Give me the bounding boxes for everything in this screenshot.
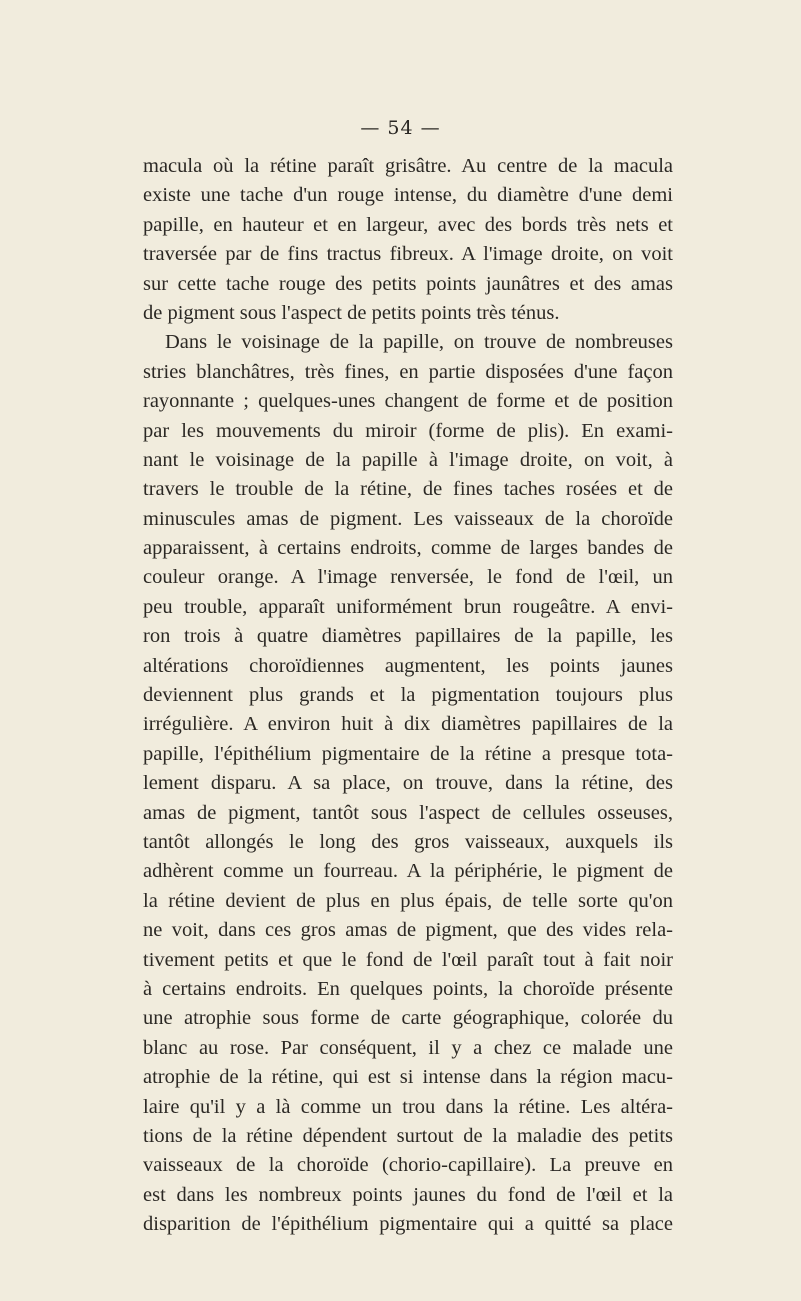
- text-line: altérations choroïdiennes augmentent, les points jaunes: [143, 654, 673, 677]
- text-line: tivement petits et que le fond de l'œil paraît tout à fait noir: [143, 948, 673, 971]
- text-line: rayonnante ; quelques-unes changent de forme et de position: [143, 390, 673, 413]
- text-line: papille, en hauteur et en largeur, avec des bords très nets et: [143, 213, 673, 236]
- text-line: deviennent plus grands et la pigmentation toujours plus: [143, 684, 673, 707]
- text-line: stries blanchâtres, très fines, en partie disposées d'une façon: [143, 360, 673, 383]
- text-line: ne voit, dans ces gros amas de pigment, que des vides rela-: [143, 919, 673, 942]
- text-line: lement disparu. A sa place, on trouve, dans la rétine, des: [143, 772, 673, 795]
- text-line: une atrophie sous forme de carte géographique, colorée du: [143, 1007, 673, 1030]
- text-line: travers le trouble de la rétine, de fines taches rosées et de: [143, 478, 673, 501]
- text-line: sur cette tache rouge des petits points jaunâtres et des amas: [143, 272, 673, 295]
- text-line: à certains endroits. En quelques points, la choroïde présente: [143, 977, 673, 1000]
- text-line: ron trois à quatre diamètres papillaires de la papille, les: [143, 625, 673, 648]
- text-line: tantôt allongés le long des gros vaisseaux, auxquels ils: [143, 830, 673, 853]
- body-text: [143, 152, 673, 1239]
- text-line: vaisseaux de la choroïde (chorio-capillaire). La preuve en: [143, 1154, 673, 1177]
- text-line: la rétine devient de plus en plus épais, de telle sorte qu'on: [143, 889, 673, 912]
- text-line: couleur orange. A l'image renversée, le fond de l'œil, un: [143, 566, 673, 589]
- text-line: nant le voisinage de la papille à l'image droite, on voit, à: [143, 448, 673, 471]
- text-line: minuscules amas de pigment. Les vaisseaux de la choroïde: [143, 507, 673, 530]
- text-line: tions de la rétine dépendent surtout de la maladie des petits: [143, 1124, 673, 1147]
- text-line: est dans les nombreux points jaunes du fond de l'œil et la: [143, 1183, 673, 1206]
- text-line: par les mouvements du miroir (forme de plis). En exami-: [143, 419, 673, 442]
- page-number: — 54 —: [360, 117, 441, 139]
- text-line: de pigment sous l'aspect de petits points très ténus.: [143, 301, 560, 324]
- text-line: macula où la rétine paraît grisâtre. Au centre de la macula: [143, 155, 673, 177]
- text-line: apparaissent, à certains endroits, comme de larges bandes de: [143, 537, 673, 560]
- text-line: irrégulière. A environ huit à dix diamètres papillaires de la: [143, 713, 673, 736]
- text-line: atrophie de la rétine, qui est si intense dans la région macu-: [143, 1066, 673, 1089]
- text-line: disparition de l'épithélium pigmentaire qui a quitté sa place: [143, 1213, 673, 1236]
- text-line: blanc au rose. Par conséquent, il y a chez ce malade une: [143, 1036, 673, 1059]
- text-line: amas de pigment, tantôt sous l'aspect de cellules osseuses,: [143, 801, 673, 824]
- text-line: existe une tache d'un rouge intense, du diamètre d'une demi: [143, 184, 673, 207]
- text-line: peu trouble, apparaît uniformément brun rougeâtre. A envi-: [143, 595, 673, 618]
- text-line: traversée par de fins tractus fibreux. A l'image droite, on voit: [143, 243, 673, 266]
- text-line: Dans le voisinage de la papille, on trouve de nombreuses: [165, 331, 673, 354]
- text-line: papille, l'épithélium pigmentaire de la rétine a presque tota-: [143, 742, 673, 765]
- text-line: adhèrent comme un fourreau. A la périphérie, le pigment de: [143, 860, 673, 883]
- text-line: laire qu'il y a là comme un trou dans la rétine. Les altéra-: [143, 1095, 673, 1118]
